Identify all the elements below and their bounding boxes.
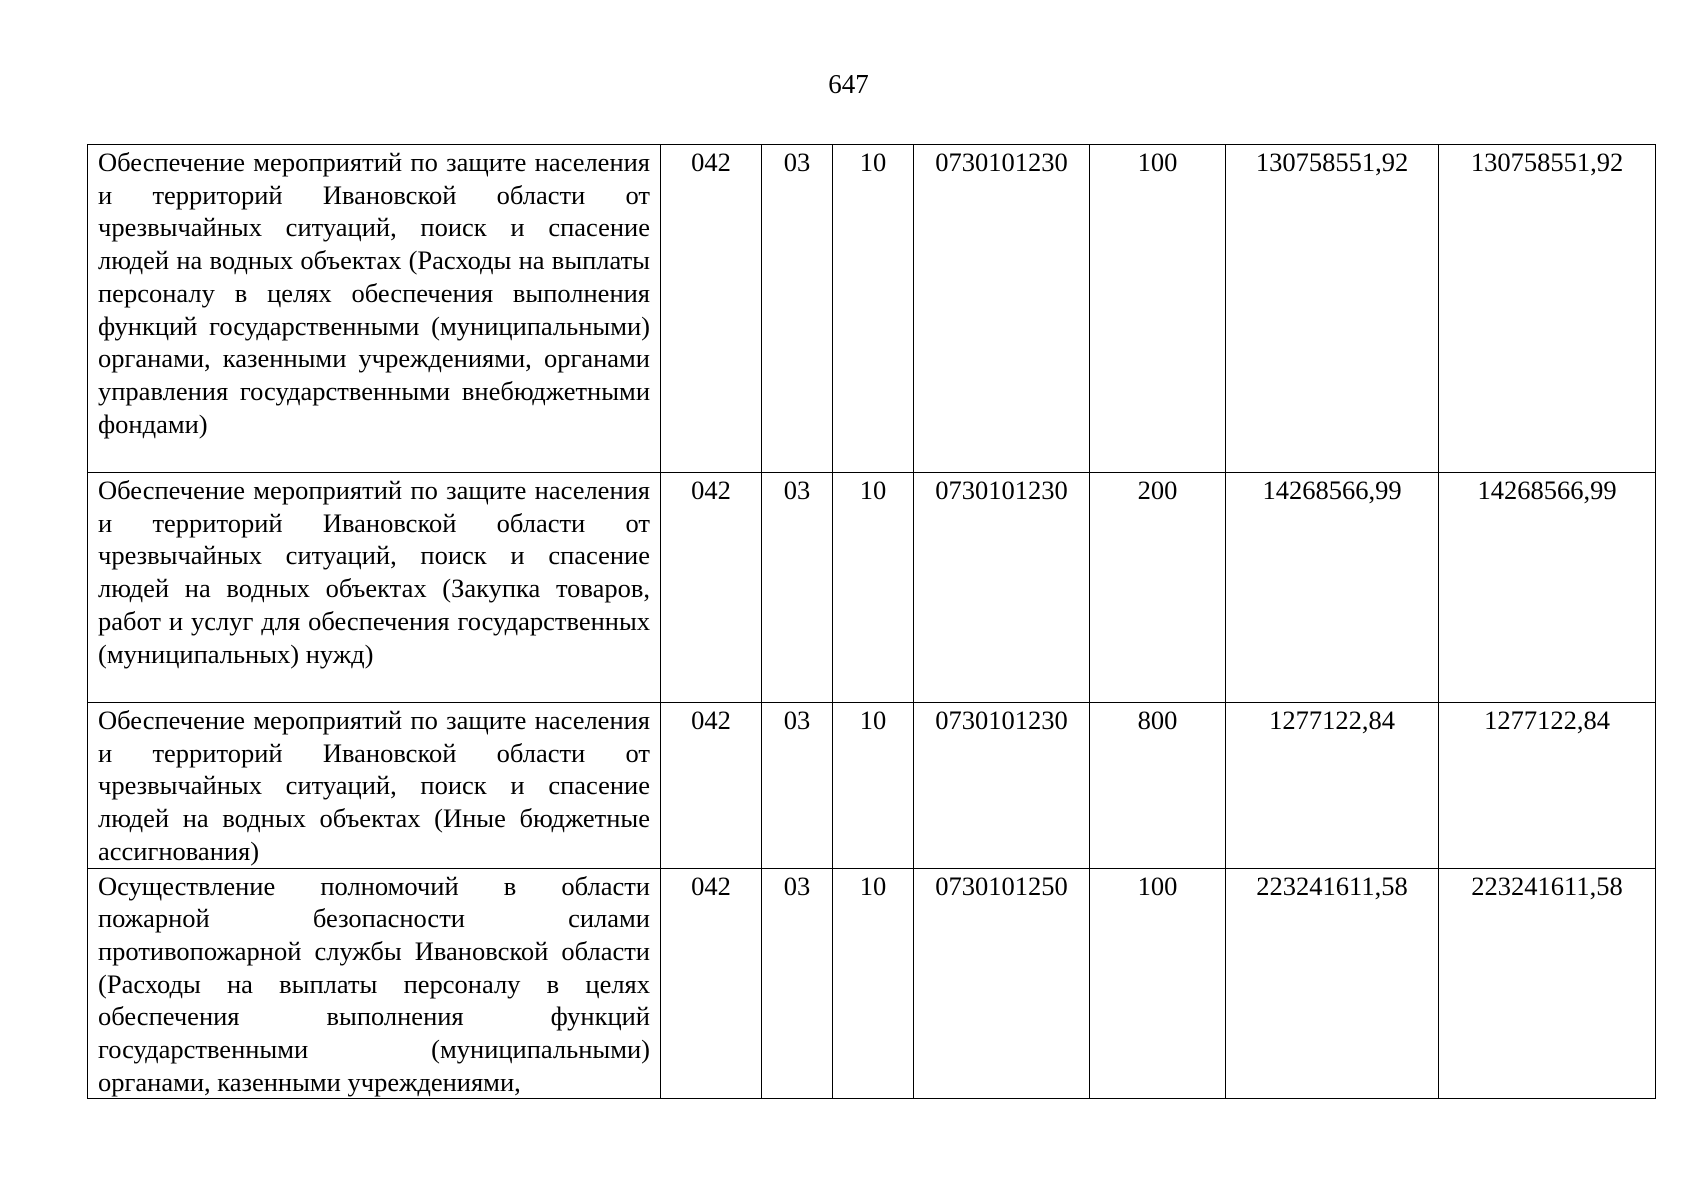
- section-code: 03: [762, 473, 833, 703]
- ministry-code: 042: [661, 868, 762, 1099]
- expense-type-code: 100: [1090, 145, 1226, 473]
- subsection-code: 10: [833, 473, 914, 703]
- amount-1: 223241611,58: [1226, 868, 1439, 1099]
- table-row: [88, 868, 1656, 1099]
- target-article-code: 0730101230: [914, 473, 1090, 703]
- table-row: [88, 703, 1656, 869]
- row-description: Обеспечение мероприятий по защите населения и территорий Ивановской области от чрезвычайных ситуаций, поиск и спасение людей на водных объектах (Иные бюджетные ассигнования): [88, 703, 661, 869]
- table-row: [88, 145, 1656, 473]
- expense-type-code: 800: [1090, 703, 1226, 869]
- amount-2: 1277122,84: [1439, 703, 1656, 869]
- ministry-code: 042: [661, 145, 762, 473]
- amount-2: 14268566,99: [1439, 473, 1656, 703]
- expense-type-code: 100: [1090, 868, 1226, 1099]
- amount-1: 1277122,84: [1226, 703, 1439, 869]
- expense-type-code: 200: [1090, 473, 1226, 703]
- row-description: Обеспечение мероприятий по защите населения и территорий Ивановской области от чрезвычайных ситуаций, поиск и спасение людей на водных объектах (Закупка товаров, работ и услуг для обеспечения государственных (муниципальных) нужд): [88, 473, 661, 703]
- amount-2: 223241611,58: [1439, 868, 1656, 1099]
- page-number: 647: [828, 69, 869, 99]
- budget-table: [87, 144, 1656, 1099]
- row-description: Осуществление полномочий в области пожарной безопасности силами противопожарной службы Ивановской области (Расходы на выплаты персоналу в целях обеспечения выполнения функций государственными (муниципальными) органами, казенными учреждениями,: [88, 868, 661, 1099]
- amount-2: 130758551,92: [1439, 145, 1656, 473]
- ministry-code: 042: [661, 473, 762, 703]
- target-article-code: 0730101230: [914, 703, 1090, 869]
- amount-1: 130758551,92: [1226, 145, 1439, 473]
- section-code: 03: [762, 145, 833, 473]
- subsection-code: 10: [833, 703, 914, 869]
- amount-1: 14268566,99: [1226, 473, 1439, 703]
- subsection-code: 10: [833, 868, 914, 1099]
- row-description: Обеспечение мероприятий по защите населения и территорий Ивановской области от чрезвычайных ситуаций, поиск и спасение людей на водных объектах (Расходы на выплаты персоналу в целях обеспечения выполнения функций государственными (муниципальными) органами, казенными учреждениями, органами управления государственными внебюджетными фондами): [88, 145, 661, 473]
- table-row: [88, 473, 1656, 703]
- subsection-code: 10: [833, 145, 914, 473]
- section-code: 03: [762, 703, 833, 869]
- ministry-code: 042: [661, 703, 762, 869]
- target-article-code: 0730101250: [914, 868, 1090, 1099]
- section-code: 03: [762, 868, 833, 1099]
- target-article-code: 0730101230: [914, 145, 1090, 473]
